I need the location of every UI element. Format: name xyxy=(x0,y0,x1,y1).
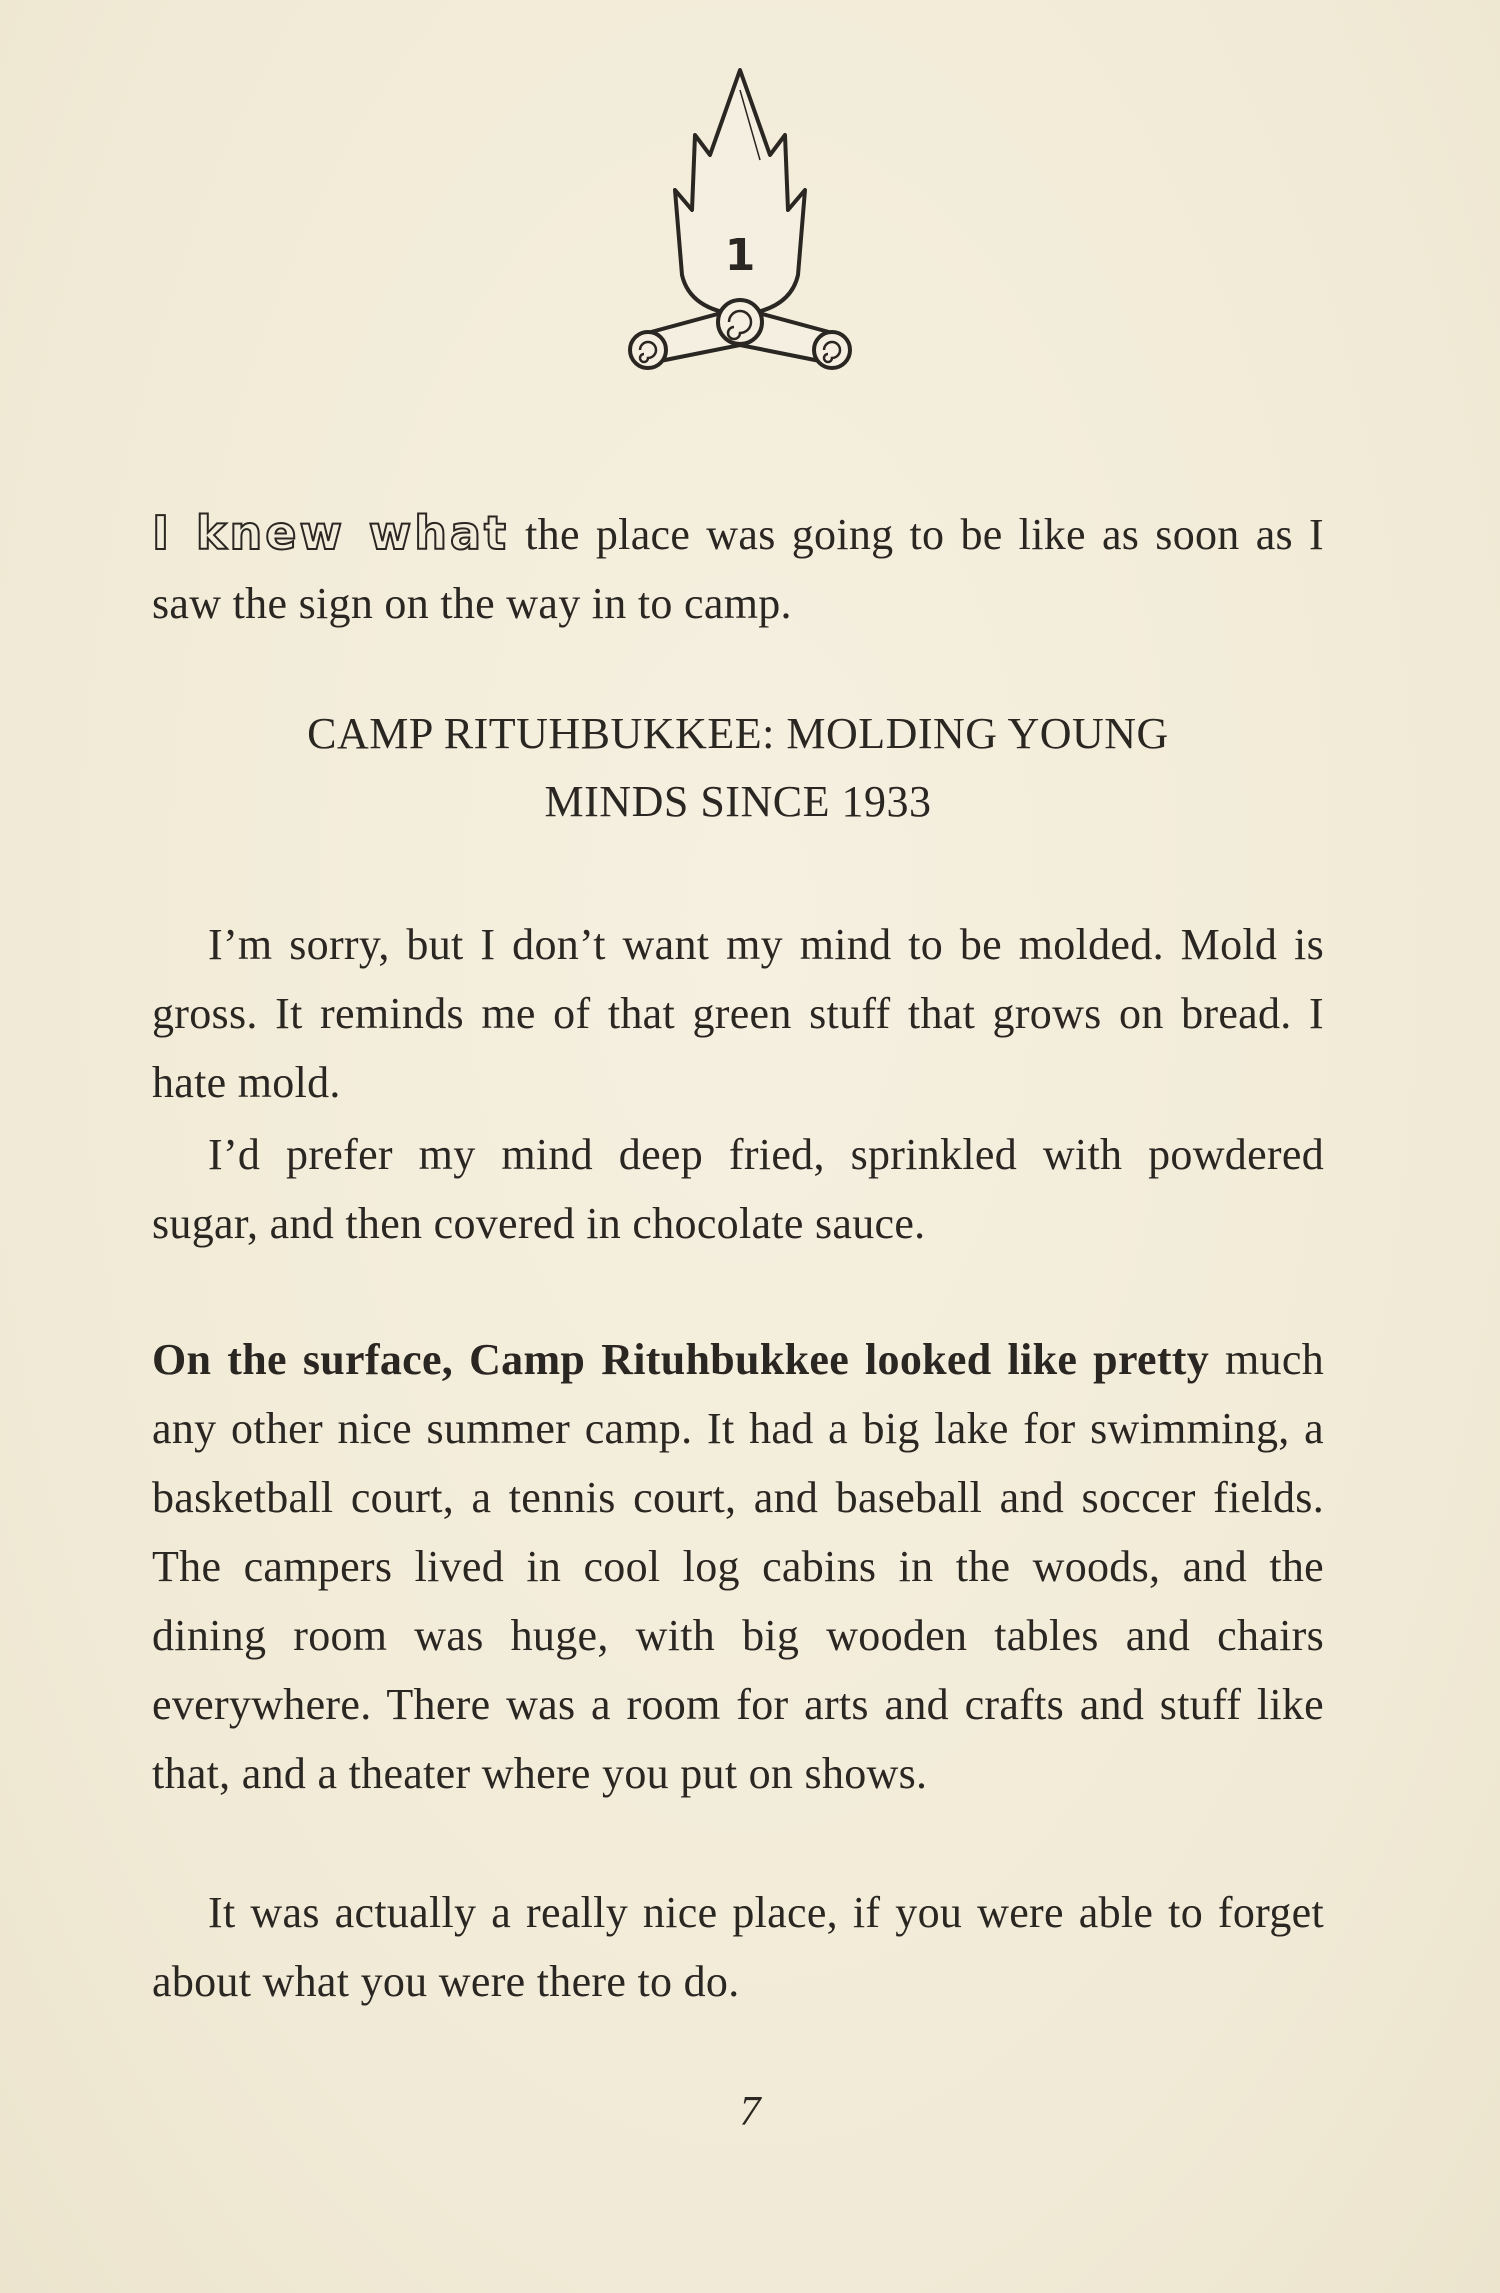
opening-paragraph xyxy=(152,499,1324,638)
paragraph-text: I’m sorry, but I don’t want my mind to be molded. Mold is gross. It reminds me of that green stuff that grows on bread. I hate mold. xyxy=(152,920,1324,1107)
paragraph-text: It was actually a really nice place, if you were able to forget about what you were there to do. xyxy=(152,1888,1324,2006)
chapter-lead-in: I knew what xyxy=(152,506,510,560)
logs xyxy=(630,300,850,368)
camp-sign xyxy=(152,700,1324,836)
sign-line-1: CAMP RITUHBUKKEE: MOLDING YOUNG xyxy=(307,709,1169,758)
page-number: 7 xyxy=(739,2089,761,2135)
closing-paragraph xyxy=(152,1878,1324,2016)
paragraph-text: I’d prefer my mind deep fried, sprinkled with powdered sugar, and then covered in chocolate sauce. xyxy=(152,1130,1324,1248)
paragraph-mold xyxy=(152,910,1324,1117)
sign-line-2: MINDS SINCE 1933 xyxy=(544,777,932,826)
campfire-icon xyxy=(620,60,860,390)
section-paragraph xyxy=(152,1325,1324,1808)
section-lead-in: On the surface, Camp Rituhbukkee looked like pretty xyxy=(152,1335,1210,1384)
opening-text: the place was going to be like as soon as I saw the sign on the way in to camp. xyxy=(152,510,1325,628)
chapter-number: 1 xyxy=(724,230,756,281)
paragraph-fried xyxy=(152,1120,1324,1258)
section-text: much any other nice summer camp. It had a big lake for swimming, a basketball court, a tennis court, and baseball and soccer fields. The campers lived in cool log cabins in the woods, and the dining room was huge, with big wooden tables and chairs everywhere. There was a room for arts and crafts and stuff like that, and a theater where you put on shows. xyxy=(152,1335,1324,1798)
